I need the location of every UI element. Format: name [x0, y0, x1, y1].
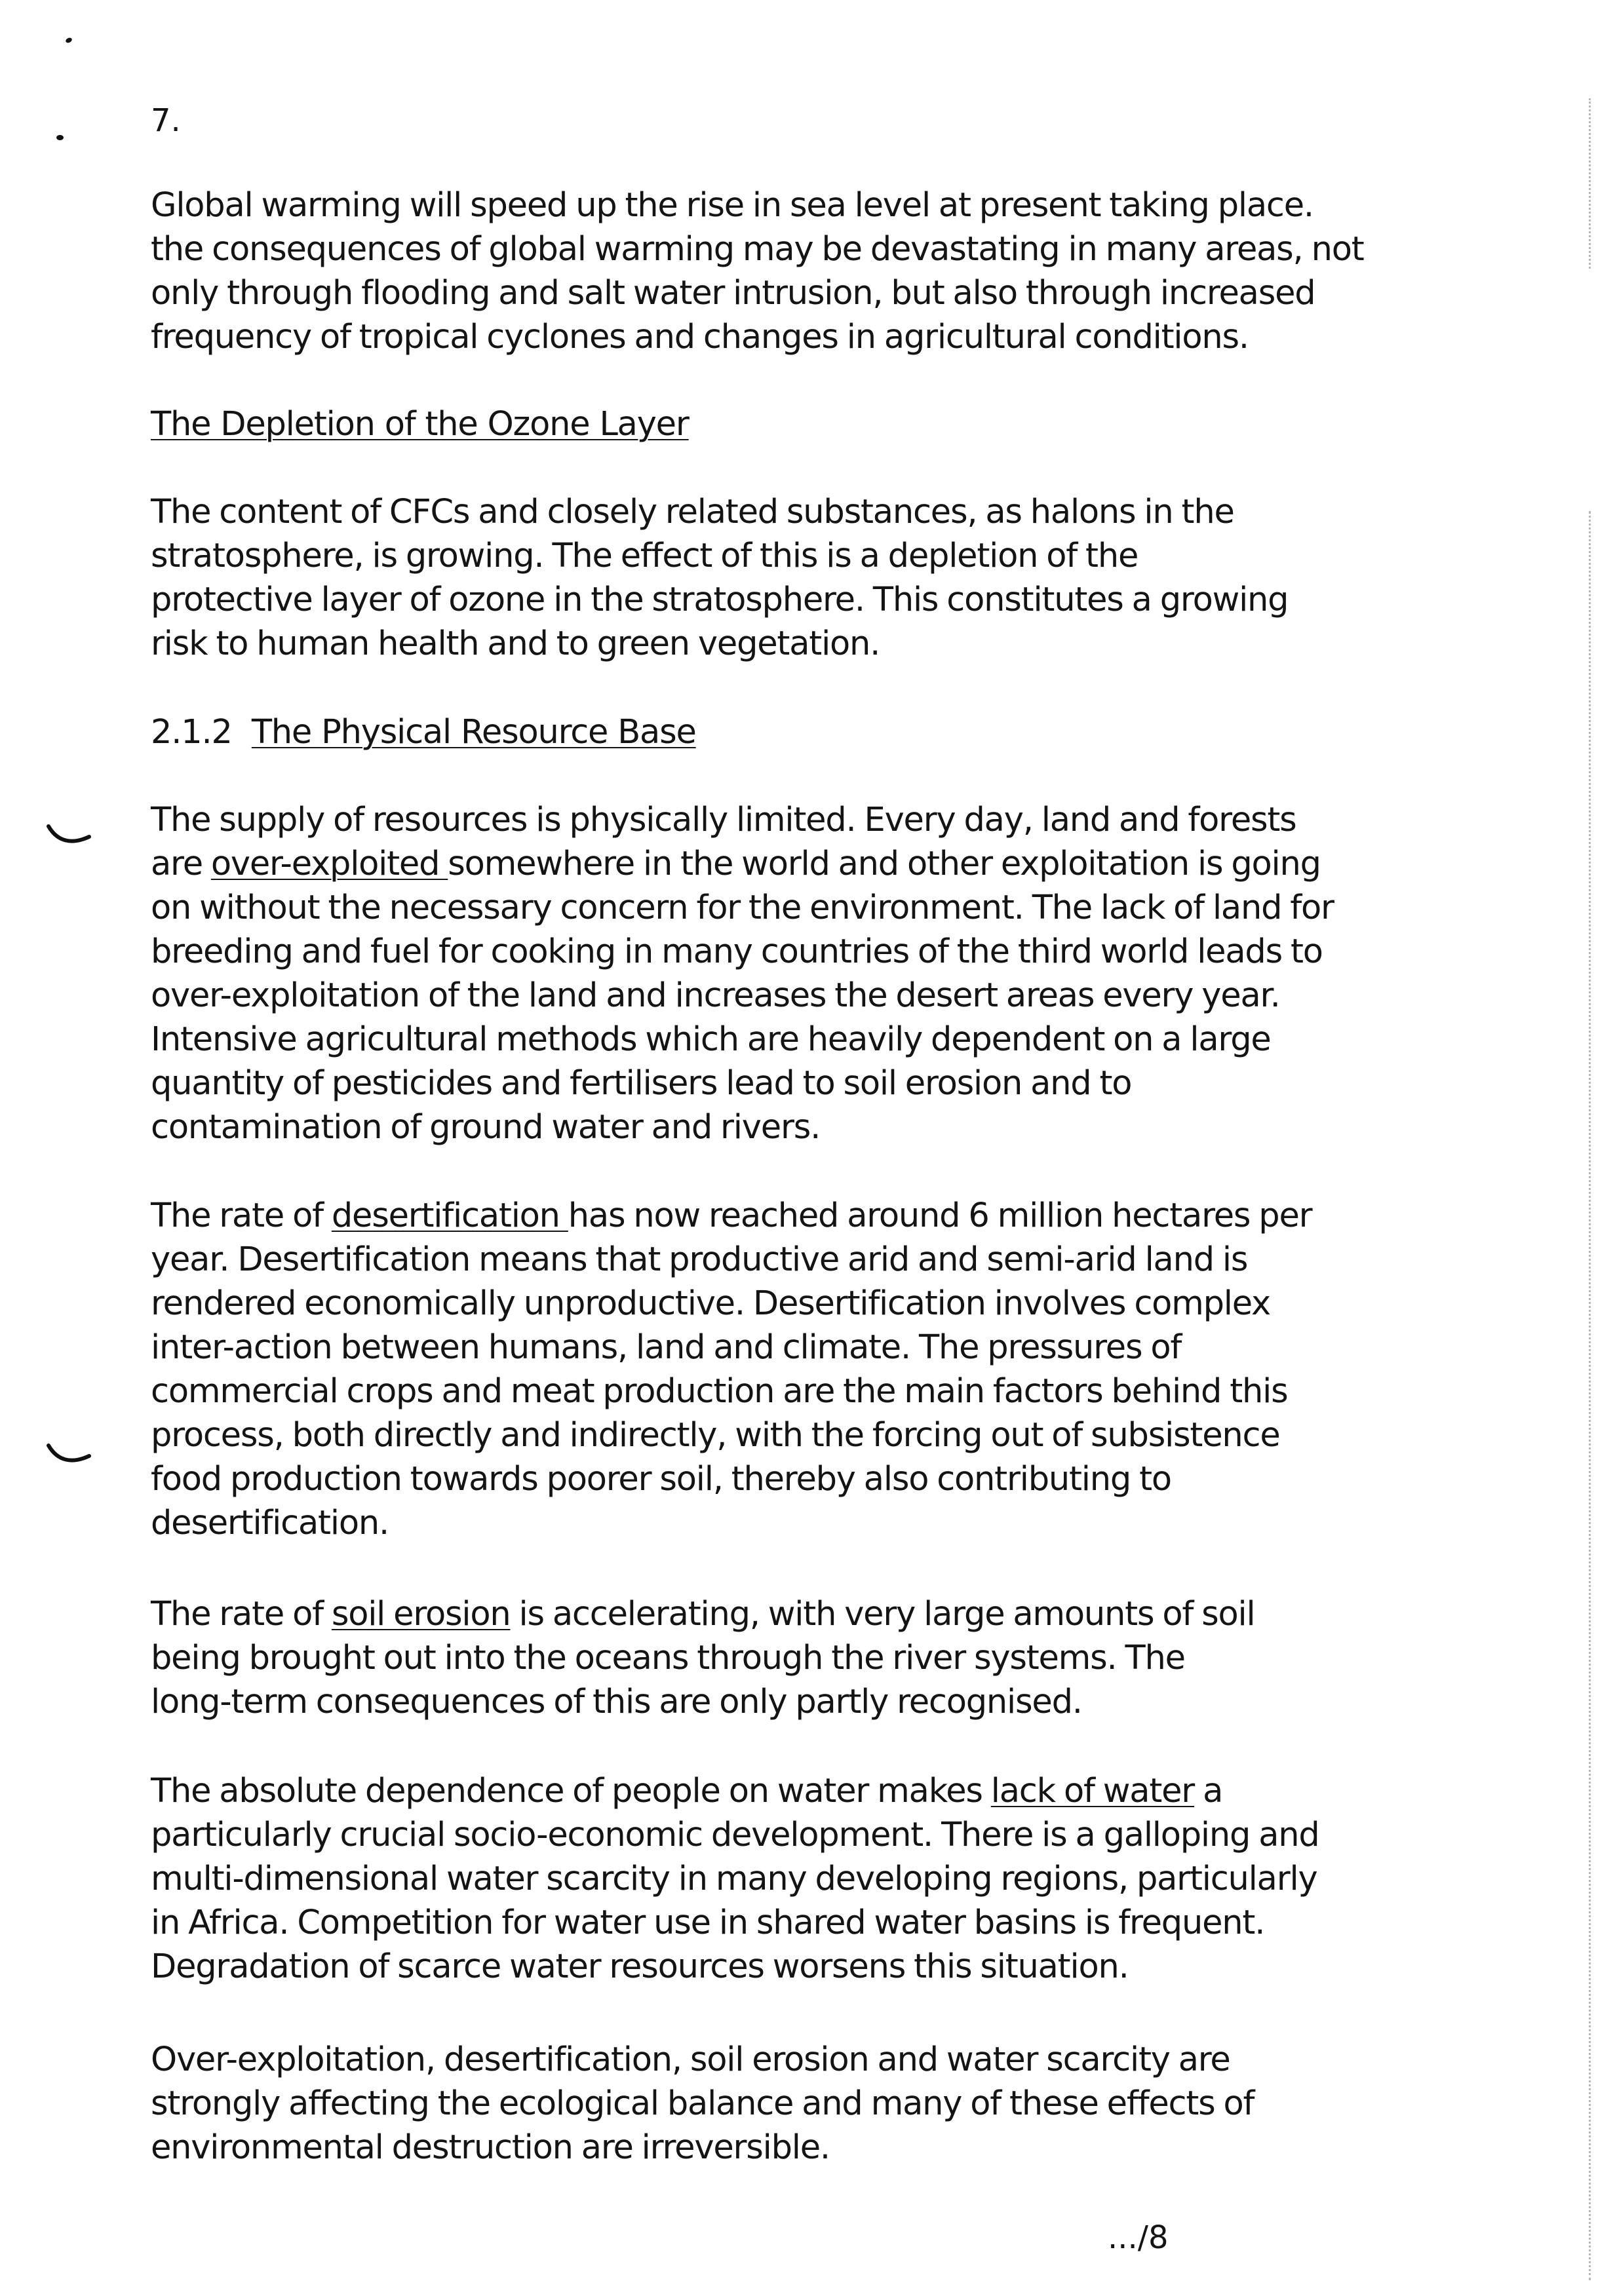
- text-fragment: are: [151, 845, 211, 883]
- text-line: long-term consequences of this are only partly recognised.: [151, 1683, 1082, 1721]
- paragraph-soil-erosion: [151, 1592, 1331, 1724]
- text-line: Degradation of scarce water resources worsens this situation.: [151, 1947, 1129, 1986]
- term-lack-of-water: lack of water: [990, 1772, 1195, 1810]
- margin-check-mark-1: [46, 822, 93, 849]
- text-line: contamination of ground water and rivers.: [151, 1108, 821, 1147]
- text-line: The content of CFCs and closely related substances, as halons in the: [151, 493, 1234, 531]
- text-line: over-exploitation of the land and increases the desert areas every year.: [151, 976, 1280, 1015]
- continuation-marker: .../8: [1108, 2219, 1169, 2256]
- section-heading-physical-resource-base: [151, 710, 696, 754]
- scan-edge-line-1: [1589, 98, 1593, 269]
- text-line: strongly affecting the ecological balance and many of these effects of: [151, 2084, 1255, 2123]
- scan-dot-top: [65, 37, 73, 44]
- text-line: frequency of tropical cyclones and changes in agricultural conditions.: [151, 318, 1249, 356]
- text-line: desertification.: [151, 1504, 389, 1542]
- text-fragment: is accelerating, with very large amounts of soil: [510, 1595, 1255, 1634]
- heading-ozone-depletion: [151, 402, 689, 446]
- section-title: The Physical Resource Base: [251, 713, 696, 752]
- text-fragment: has now reached around 6 million hectares per: [568, 1196, 1312, 1235]
- text-line: [151, 1194, 1331, 1238]
- text-line: on without the necessary concern for the environment. The lack of land for: [151, 889, 1334, 927]
- text-line: Global warming will speed up the rise in sea level at present taking place.: [151, 186, 1313, 225]
- text-line: [151, 842, 1331, 886]
- text-line: year. Desertification means that productive arid and semi-arid land is: [151, 1240, 1248, 1279]
- term-soil-erosion: soil erosion: [331, 1595, 511, 1634]
- text-line: only through flooding and salt water intrusion, but also through increased: [151, 274, 1315, 313]
- paragraph-global-warming: [151, 183, 1364, 359]
- paragraph-resources: [151, 798, 1334, 1149]
- text-line: protective layer of ozone in the stratosphere. This constitutes a growing: [151, 581, 1289, 619]
- term-over-exploited: over-exploited: [210, 845, 448, 883]
- text-line: breeding and fuel for cooking in many countries of the third world leads to: [151, 932, 1323, 971]
- text-line: risk to human health and to green vegetation.: [151, 624, 880, 663]
- page-number: 7.: [151, 102, 181, 139]
- text-fragment: a: [1194, 1772, 1223, 1810]
- text-line: commercial crops and meat production are the main factors behind this: [151, 1372, 1288, 1411]
- scan-edge-line-2: [1589, 511, 1593, 2280]
- text-line: in Africa. Competition for water use in shared water basins is frequent.: [151, 1904, 1265, 1942]
- heading-ozone-text: The Depletion of the Ozone Layer: [151, 405, 689, 444]
- paragraph-ozone: [151, 490, 1331, 666]
- section-number: 2.1.2: [151, 713, 232, 752]
- text-line: the consequences of global warming may be devastating in many areas, not: [151, 230, 1364, 269]
- term-desertification: desertification: [331, 1196, 568, 1235]
- text-line: inter-action between humans, land and climate. The pressures of: [151, 1328, 1182, 1367]
- text-line: particularly crucial socio-economic development. There is a galloping and: [151, 1816, 1319, 1854]
- text-line: multi-dimensional water scarcity in many developing regions, particularly: [151, 1860, 1317, 1898]
- paragraph-summary: [151, 2038, 1331, 2170]
- paragraph-desertification: [151, 1194, 1331, 1545]
- text-line: rendered economically unproductive. Desertification involves complex: [151, 1284, 1271, 1323]
- text-fragment: The rate of: [151, 1595, 332, 1634]
- text-fragment: somewhere in the world and other exploitation is going: [448, 845, 1321, 883]
- text-line: quantity of pesticides and fertilisers lead to soil erosion and to: [151, 1064, 1132, 1103]
- text-fragment: The absolute dependence of people on water makes: [151, 1772, 991, 1810]
- margin-check-mark-2: [46, 1442, 93, 1468]
- scan-dot-left: [56, 135, 64, 140]
- text-line: Intensive agricultural methods which are heavily dependent on a large: [151, 1020, 1271, 1059]
- text-line: [151, 1769, 1331, 1813]
- text-line: food production towards poorer soil, thereby also contributing to: [151, 1460, 1171, 1499]
- text-line: environmental destruction are irreversible.: [151, 2128, 830, 2167]
- text-line: being brought out into the oceans through the river systems. The: [151, 1639, 1185, 1677]
- text-line: The supply of resources is physically limited. Every day, land and forests: [151, 801, 1296, 839]
- text-fragment: The rate of: [151, 1196, 332, 1235]
- text-line: stratosphere, is growing. The effect of this is a depletion of the: [151, 537, 1138, 575]
- text-line: process, both directly and indirectly, with the forcing out of subsistence: [151, 1416, 1280, 1455]
- paragraph-water-scarcity: [151, 1769, 1331, 1989]
- text-line: [151, 1592, 1331, 1636]
- text-line: Over-exploitation, desertification, soil erosion and water scarcity are: [151, 2040, 1230, 2079]
